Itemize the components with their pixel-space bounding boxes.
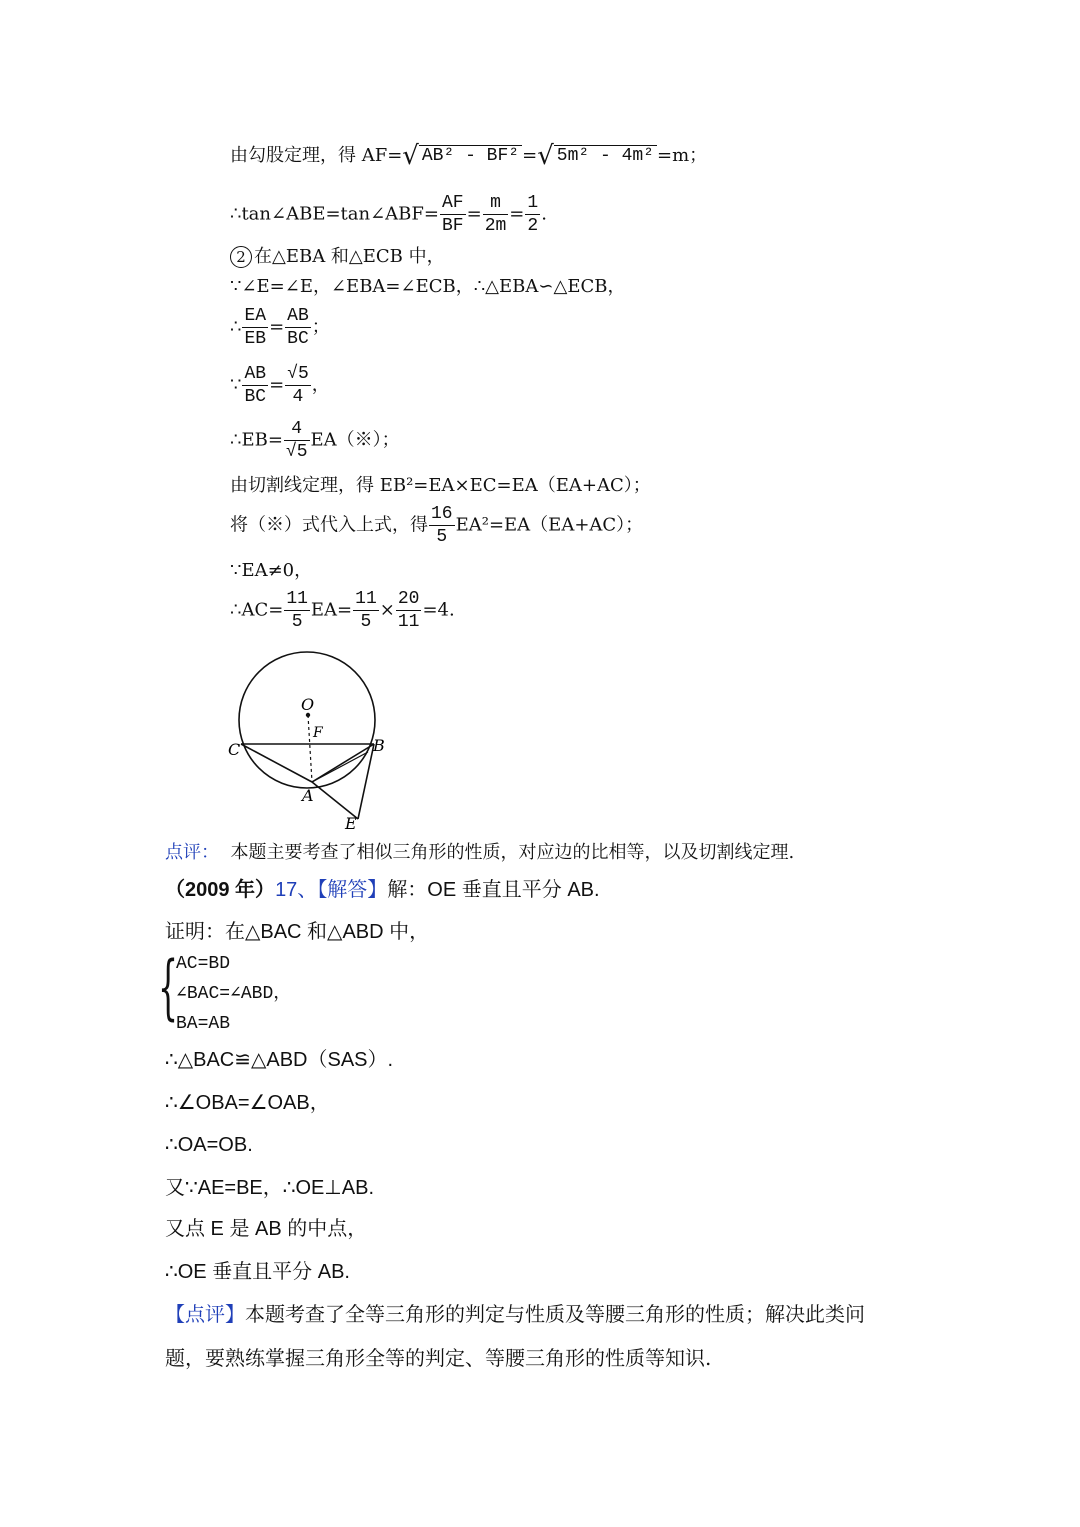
- review-1-text: 本题主要考查了相似三角形的性质，对应边的比相等，以及切割线定理.: [230, 842, 795, 863]
- system-eq-2: ∠BAC=∠ABD，: [176, 984, 292, 1004]
- fraction-m-2m: $\frac{m}{2m}$: [484, 193, 507, 236]
- label-b: B: [373, 736, 385, 755]
- pythagoras-text: 由勾股定理，得 AF=: [230, 145, 403, 166]
- line-ea-nonzero: ∵EA≠0，: [230, 560, 313, 581]
- proof-intro: 证明：在△BAC 和△ABD 中，: [165, 921, 430, 943]
- circle-figure: [220, 640, 420, 840]
- q2009-answer-tag: 【解答】: [317, 879, 388, 901]
- fraction-ab-bc-2: $\frac{AB}{BC}$: [244, 364, 267, 407]
- label-o: O: [301, 695, 315, 714]
- line-ratio-1: ∴ $\frac{EA}{EB}$ = $\frac{AB}{BC}$ ；: [230, 306, 330, 349]
- step-angles: ∴∠OBA=∠OAB，: [165, 1092, 330, 1114]
- fraction-20-11: $\frac{20}{11}$: [397, 589, 420, 632]
- system-eq-1: AC=BD: [176, 954, 231, 974]
- segment-ab-inner: [312, 752, 368, 782]
- label-e: E: [345, 814, 357, 833]
- radical-1: √ AB² - BF²: [402, 145, 522, 167]
- segment-ca: [241, 744, 312, 782]
- review-2-tag: 【点评】: [165, 1302, 245, 1326]
- review-2-line-2: 题，要熟练掌握三角形全等的判定、等腰三角形的性质等知识.: [165, 1346, 712, 1370]
- system-brace: {: [158, 946, 179, 1028]
- line-eb: ∴EB= $\frac{4}{√5}$ EA（※）；: [230, 419, 400, 462]
- figure-circle: [239, 652, 375, 788]
- review-1-label: 点评：: [165, 842, 219, 863]
- fraction-11-5: $\frac{11}{5}$: [286, 589, 308, 632]
- step-oa-ob: ∴OA=OB.: [165, 1134, 253, 1156]
- line-triangles: 2 在△EBA 和△ECB 中，: [230, 246, 445, 268]
- fraction-ab-bc: $\frac{AB}{BC}$: [287, 306, 309, 349]
- review-2-text-1: 本题考查了全等三角形的判定与性质及等腰三角形的性质；解决此类问: [245, 1302, 865, 1326]
- circled-number: 2: [230, 246, 252, 268]
- fraction-ea-eb: $\frac{EA}{EB}$: [244, 306, 267, 349]
- system-eq-3: BA=AB: [176, 1014, 231, 1034]
- label-a: A: [302, 786, 314, 805]
- q2009-answer: [165, 877, 600, 903]
- q2009-number: 17、: [275, 879, 318, 901]
- step-congruent: ∴△BAC≌△ABD（SAS）.: [165, 1049, 394, 1071]
- line-tan: ∴tan∠ABE=tan∠ABF= $\frac{AF}{BF}$ = $\frac{m}{2m}$ = $\frac{1}{2}$ .: [230, 193, 547, 236]
- line-similar: ∵∠E=∠E，∠EBA=∠ECB，∴△EBA∽△ECB，: [230, 276, 626, 297]
- step-conclusion: ∴OE 垂直且平分 AB.: [165, 1261, 350, 1283]
- line-secant: 由切割线定理，得 EB²=EA×EC=EA（EA+AC）；: [230, 475, 651, 496]
- step-perpendicular: 又∵AE=BE，∴OE⊥AB.: [165, 1177, 375, 1199]
- fraction-af-bf: $\frac{AF}{BF}$: [441, 193, 464, 236]
- line-ac: ∴AC= $\frac{11}{5}$ EA= $\frac{11}{5}$ × $\frac{20}{11}$ =4.: [230, 589, 455, 632]
- line-substitute: 将（※）式代入上式，得 $\frac{16}{5}$ EA²=EA（EA+AC）；: [230, 504, 644, 547]
- dashed-of: [308, 715, 312, 782]
- review-2-line-1: [165, 1301, 865, 1327]
- step-midpoint: 又点 E 是 AB 的中点，: [165, 1218, 368, 1240]
- line-ratio-2: ∵ $\frac{AB}{BC}$ = $\frac{√5}{4}$ ，: [230, 364, 330, 407]
- line-pythagoras: 由勾股定理，得 AF=√ AB² - BF² =√ 5m² - 4m² =m；: [230, 141, 708, 171]
- fraction-11-5-b: $\frac{11}{5}$: [355, 589, 377, 632]
- label-f: F: [313, 725, 323, 741]
- q2009-answer-text: 解：OE 垂直且平分 AB.: [387, 879, 600, 901]
- radical-2: √ 5m² - 4m²: [537, 145, 657, 167]
- fraction-16-5: $\frac{16}{5}$: [431, 504, 453, 547]
- segment-ab: [312, 744, 374, 782]
- review-1: [165, 842, 794, 864]
- fraction-4-sqrt5: $\frac{4}{√5}$: [285, 419, 308, 462]
- fraction-1-2: $\frac{1}{2}$: [527, 193, 539, 236]
- label-c: C: [228, 740, 241, 759]
- q2009-year: （2009 年）: [165, 879, 276, 901]
- fraction-sqrt5-4: $\frac{√5}{4}$: [287, 364, 309, 407]
